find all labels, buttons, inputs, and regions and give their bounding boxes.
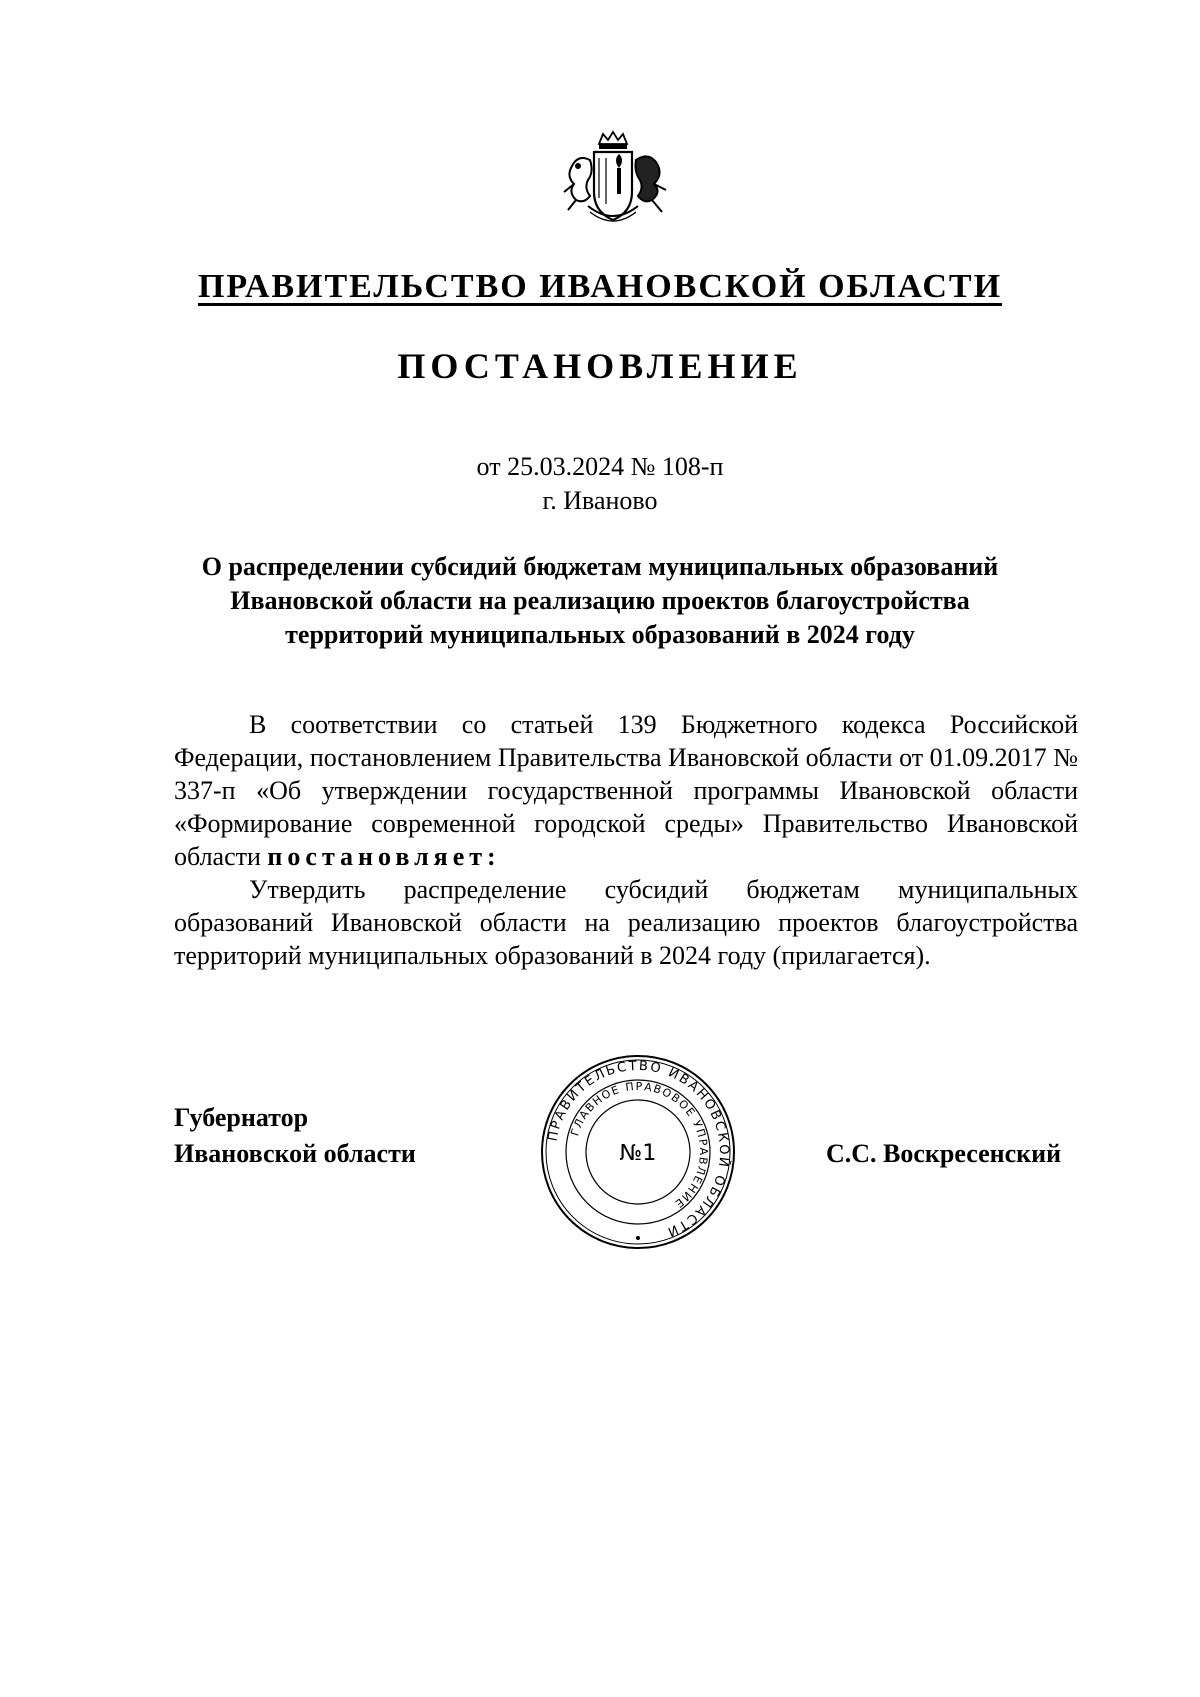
seal-outer-text: ПРАВИТЕЛЬСТВО ИВАНОВСКОЙ ОБЛАСТИ (545, 1058, 732, 1240)
organization-name: ПРАВИТЕЛЬСТВО ИВАНОВСКОЙ ОБЛАСТИ (197, 268, 1003, 305)
subject-line-1: О распределении субсидий бюджетам муниципальных образований (201, 552, 999, 581)
seal-center-text: №1 (619, 1141, 657, 1166)
body-paragraph-2: Утвердить распределение субсидий бюджетам муниципальных образований Ивановской области на реализацию проектов благоустройства территорий муниципальных образований в 2024 году (прилагается). (174, 875, 1078, 970)
signatory-position-line-1: Губернатор (174, 1103, 309, 1132)
document-body (174, 708, 1078, 972)
resolution-keyword: постановляет: (267, 842, 501, 871)
document-type-heading: ПОСТАНОВЛЕНИЕ (397, 346, 803, 386)
body-paragraph-1-text: В соответствии со статьей 139 Бюджетного кодекса Российской Федерации, постановлением Правительства Ивановской области от 01.09.2017 № 337-п «Об утверждении государственной программы Ивановской области «Формирование современной городской среды» Правительство Ивановской области (174, 710, 1078, 871)
body-paragraph-1 (174, 708, 1078, 873)
document-date-number: от 25.03.2024 № 108-п (476, 452, 724, 481)
signatory-position-line-2: Ивановской области (174, 1139, 416, 1168)
signatory-name: С.С. Воскресенский (826, 1139, 1062, 1168)
seal-inner-text: ГЛАВНОЕ ПРАВОВОЕ УПРАВЛЕНИЕ (568, 1079, 710, 1211)
official-seal-stamp (538, 1052, 738, 1252)
subject-line-2: Ивановской области на реализацию проектов благоустройства (230, 586, 970, 615)
document-subject (150, 550, 1050, 652)
document-date-block (0, 450, 1200, 518)
signatory-position (174, 1100, 416, 1172)
organization-heading (0, 268, 1200, 306)
subject-line-3: территорий муниципальных образований в 2024 году (285, 620, 915, 649)
coat-of-arms-emblem (554, 130, 672, 228)
document-city: г. Иваново (542, 486, 658, 515)
